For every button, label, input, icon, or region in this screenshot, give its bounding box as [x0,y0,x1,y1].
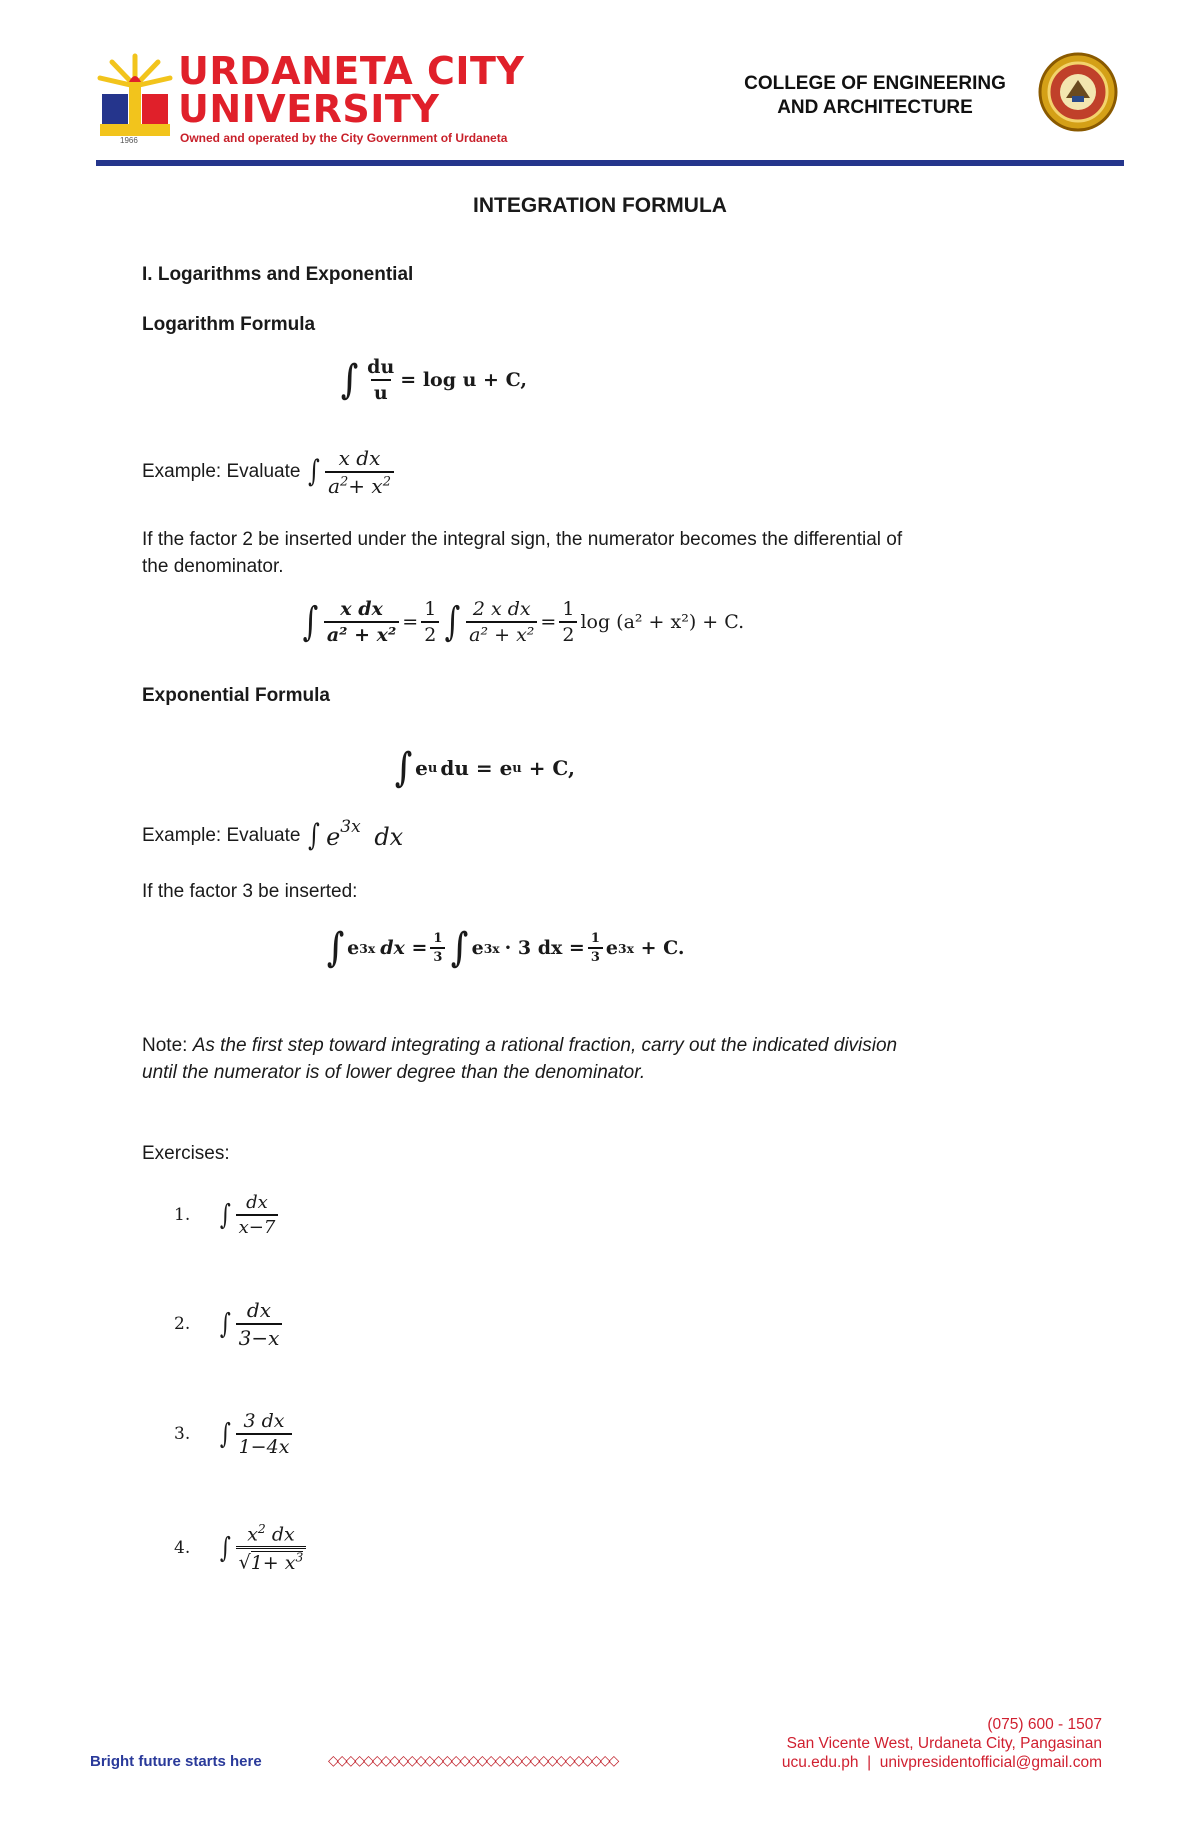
integral-sign-icon: ∫ [340,356,359,403]
third-fraction [430,931,445,965]
num-exponent: 2 [257,1522,266,1536]
step-fraction-2 [466,598,537,646]
fraction-denominator: a² + x² [466,621,537,646]
explanation-paragraph-2: If the factor 3 be inserted: [142,881,358,902]
example-label: Example: Evaluate [142,461,301,482]
exp-exponent: 3x [618,940,634,956]
exp-base: e [326,823,341,851]
third-fraction [588,931,603,965]
fraction-numerator: x dx [338,446,381,470]
fraction-numerator: dx [246,1298,272,1322]
fraction-denominator [325,471,394,498]
integral-sign-icon: ∫ [444,599,461,645]
university-name-line2: UNIVERSITY [178,87,440,131]
worked-step-2 [324,924,685,971]
fraction-numerator: x dx [340,598,383,620]
university-name-line1: URDANETA CITY [178,49,525,93]
example-fraction [325,446,394,498]
exp-exponent: 3x [359,940,376,956]
fraction-numerator: 2 x dx [472,598,531,620]
college-name-line1: COLLEGE OF ENGINEERING [744,73,1006,94]
fraction-denominator: 3 [430,947,445,965]
radicand-exponent: 3 [295,1550,304,1565]
den-a-exponent: 2 [340,474,349,490]
exercise-fraction [236,1298,283,1350]
fraction-denominator: 3−x [236,1323,283,1350]
exercise-number: 4. [174,1537,191,1558]
step-differential: dx = [380,937,428,959]
exp-rhs: + C, [521,756,575,780]
exercise-fraction [236,1192,279,1238]
exp-exponent: u [512,760,522,776]
footer-phone: (075) 600 - 1507 [987,1716,1102,1733]
exercise-item [174,1298,285,1350]
exp-exponent: 3x [340,817,361,837]
exercise-number: 2. [174,1314,191,1334]
num-rest: dx [265,1523,295,1546]
step-rhs: + C. [633,937,685,959]
exp-base: e [347,937,360,959]
integral-sign-icon: ∫ [308,454,321,489]
fraction-numerator: 3 dx [243,1410,285,1432]
fraction-denominator: a² + x² [324,621,399,646]
radicand [251,1551,304,1574]
torch-sunburst-icon [96,52,174,138]
logarithm-heading: Logarithm Formula [142,314,316,335]
fraction-numerator: dx [246,1192,268,1213]
integral-sign-icon: ∫ [219,1307,231,1340]
exp-middle: du = e [440,756,513,780]
note-label: Note: [142,1035,188,1056]
fraction-numerator [244,1522,298,1546]
explanation-paragraph-1 [142,526,902,580]
logo-year: 1966 [120,136,138,145]
sqrt-icon: √ [238,1551,251,1574]
integral-sign-icon: ∫ [326,924,345,971]
footer-tagline: Bright future starts here [90,1753,262,1770]
num-base: x [247,1523,258,1546]
college-name [700,72,1050,120]
integral-sign-icon: ∫ [219,1198,231,1231]
college-name-line2: AND ARCHITECTURE [777,97,973,118]
exercise-item [174,1522,309,1574]
fraction-denominator: 1−4x [236,1433,293,1458]
exp-base: e [471,937,484,959]
fraction-numerator: du [367,356,395,378]
integral-sign-icon: ∫ [451,924,469,971]
logarithm-formula [338,356,527,404]
exercises-label: Exercises: [142,1143,230,1164]
exercise-number: 1. [174,1205,191,1225]
fraction-denominator: 3 [588,947,603,965]
footer-diamond-divider: ◇◇◇◇◇◇◇◇◇◇◇◇◇◇◇◇◇◇◇◇◇◇◇◇◇◇◇◇◇◇◇◇◇ [328,1752,618,1768]
fraction-denominator: 2 [421,621,439,646]
exp-exponent: u [427,760,438,776]
footer-address: San Vicente West, Urdaneta City, Pangasinan [786,1735,1102,1752]
equals-sign: = [402,611,419,633]
page-title: INTEGRATION FORMULA [473,194,727,217]
log-result: log (a² + x²) + C. [580,611,745,633]
den-plus-x: + x [348,474,383,498]
university-name [178,49,525,131]
explanation-line: If the factor 2 be inserted under the integral sign, the numerator becomes the differential of [142,529,903,550]
step-fraction-1 [324,598,399,646]
explanation-line: the denominator. [142,556,284,577]
footer-web-email[interactable]: ucu.edu.ph | univpresidentofficial@gmail.com [781,1754,1102,1771]
exponential-formula [392,744,575,791]
note-paragraph [142,1032,1082,1086]
formula-fraction [364,356,397,404]
example-label: Example: Evaluate [142,825,301,846]
exercise-number: 3. [174,1424,191,1444]
worked-step-1 [300,598,744,646]
fraction-numerator: 1 [562,598,575,620]
exercise-item [174,1410,295,1458]
exp-base: e [415,756,428,780]
exponential-heading: Exponential Formula [142,685,330,706]
header-divider [96,160,1124,166]
half-fraction [421,598,439,646]
integral-sign-icon: ∫ [394,744,413,791]
fraction-numerator: 1 [590,931,600,946]
den-x-exponent: 2 [382,474,391,490]
differential: dx [374,823,404,851]
exercise-item [174,1192,281,1238]
fraction-denominator: 2 [559,621,577,646]
den-a: a [328,474,340,498]
integral-sign-icon: ∫ [308,818,321,853]
equals-sign: = [540,611,557,633]
radicand-base: 1+ x [250,1551,296,1574]
exp-base: e [605,937,618,959]
example-1 [142,446,397,498]
university-subtitle: Owned and operated by the City Government of Urdaneta [180,131,508,145]
note-line: until the numerator is of lower degree than the denominator. [142,1062,646,1083]
college-seal-icon [1038,52,1118,132]
example-2-expression [326,817,404,851]
note-line: As the first step toward integrating a rational fraction, carry out the indicated division [192,1035,898,1056]
formula-rhs: = log u + C, [400,369,527,391]
fraction-denominator: x−7 [236,1214,279,1238]
example-2 [142,816,403,856]
fraction-denominator [236,1546,307,1573]
half-fraction [559,598,577,646]
fraction-numerator: 1 [424,598,437,620]
fraction-denominator: u [371,379,391,404]
integral-sign-icon: ∫ [219,1417,231,1450]
exercise-fraction [236,1522,307,1574]
integral-sign-icon: ∫ [219,1530,231,1564]
exp-exponent: 3x [483,940,500,956]
exercise-fraction [236,1410,293,1458]
section-heading: I. Logarithms and Exponential [142,264,414,285]
fraction-numerator: 1 [433,931,443,946]
integral-sign-icon: ∫ [302,599,319,645]
step-middle: · 3 dx = [504,937,585,959]
